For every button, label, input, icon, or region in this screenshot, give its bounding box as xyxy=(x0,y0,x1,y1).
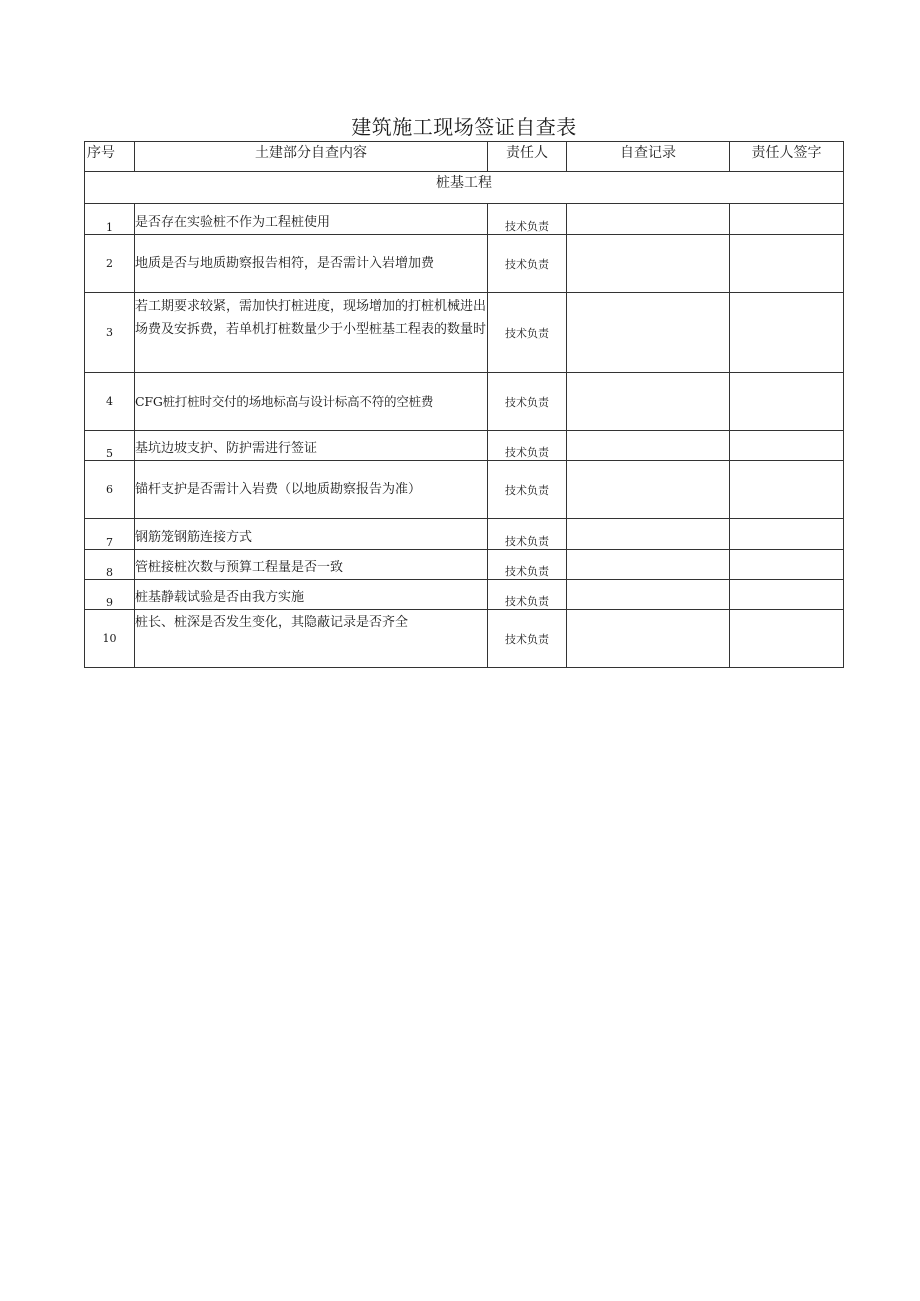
row-content: 基坑边坡支护、防护需进行签证 xyxy=(135,431,488,461)
row-content: 桩长、桩深是否发生变化，其隐蔽记录是否齐全 xyxy=(135,610,488,668)
row-responsible: 技术负责 xyxy=(488,431,567,461)
row-record-cell[interactable] xyxy=(567,373,730,431)
row-record-cell[interactable] xyxy=(567,293,730,373)
row-record-cell[interactable] xyxy=(567,235,730,293)
row-no: 3 xyxy=(85,293,135,373)
row-content: 若工期要求较紧，需加快打桩进度，现场增加的打桩机械进出场费及安拆费，若单机打桩数量少于小型桩基工程表的数量时 xyxy=(135,293,488,373)
row-no: 6 xyxy=(85,461,135,519)
row-signature-cell[interactable] xyxy=(730,293,844,373)
row-no: 9 xyxy=(85,580,135,610)
row-responsible: 技术负责 xyxy=(488,519,567,550)
table-row xyxy=(85,550,844,580)
section-title: 桩基工程 xyxy=(85,172,844,204)
row-no: 10 xyxy=(85,610,135,668)
table-row xyxy=(85,204,844,235)
table-row xyxy=(85,610,844,668)
row-signature-cell[interactable] xyxy=(730,519,844,550)
row-responsible: 技术负责 xyxy=(488,373,567,431)
table-row xyxy=(85,293,844,373)
row-responsible: 技术负责 xyxy=(488,550,567,580)
document-title: 建筑施工现场签证自查表 xyxy=(351,115,577,139)
row-responsible: 技术负责 xyxy=(488,235,567,293)
table-row xyxy=(85,235,844,293)
row-responsible: 技术负责 xyxy=(488,293,567,373)
table-row xyxy=(85,580,844,610)
row-no: 4 xyxy=(85,373,135,431)
self-check-table xyxy=(84,141,844,668)
row-no: 2 xyxy=(85,235,135,293)
row-no: 1 xyxy=(85,204,135,235)
row-record-cell[interactable] xyxy=(567,610,730,668)
row-record-cell[interactable] xyxy=(567,580,730,610)
row-record-cell[interactable] xyxy=(567,204,730,235)
row-content: 管桩接桩次数与预算工程量是否一致 xyxy=(135,550,488,580)
row-content: 桩基静载试验是否由我方实施 xyxy=(135,580,488,610)
row-responsible: 技术负责 xyxy=(488,580,567,610)
row-signature-cell[interactable] xyxy=(730,431,844,461)
row-signature-cell[interactable] xyxy=(730,235,844,293)
row-content: 锚杆支护是否需计入岩费（以地质勘察报告为准） xyxy=(135,461,488,519)
header-signature: 责任人签字 xyxy=(730,142,844,172)
row-responsible: 技术负责 xyxy=(488,204,567,235)
row-no: 8 xyxy=(85,550,135,580)
row-signature-cell[interactable] xyxy=(730,580,844,610)
row-content: 是否存在实验桩不作为工程桩使用 xyxy=(135,204,488,235)
row-content: 钢筋笼钢筋连接方式 xyxy=(135,519,488,550)
row-record-cell[interactable] xyxy=(567,550,730,580)
header-content: 土建部分自查内容 xyxy=(135,142,488,172)
header-no: 序号 xyxy=(85,142,135,172)
row-no: 7 xyxy=(85,519,135,550)
row-signature-cell[interactable] xyxy=(730,610,844,668)
table-header-row xyxy=(85,142,844,172)
row-no: 5 xyxy=(85,431,135,461)
header-responsible: 责任人 xyxy=(488,142,567,172)
row-signature-cell[interactable] xyxy=(730,373,844,431)
row-responsible: 技术负责 xyxy=(488,610,567,668)
row-record-cell[interactable] xyxy=(567,431,730,461)
table-row xyxy=(85,431,844,461)
row-responsible: 技术负责 xyxy=(488,461,567,519)
header-record: 自查记录 xyxy=(567,142,730,172)
row-record-cell[interactable] xyxy=(567,519,730,550)
section-row xyxy=(85,172,844,204)
table-row xyxy=(85,519,844,550)
row-signature-cell[interactable] xyxy=(730,461,844,519)
row-signature-cell[interactable] xyxy=(730,550,844,580)
row-content: CFG桩打桩时交付的场地标高与设计标高不符的空桩费 xyxy=(135,373,488,431)
row-signature-cell[interactable] xyxy=(730,204,844,235)
table-row xyxy=(85,461,844,519)
table-row xyxy=(85,373,844,431)
row-record-cell[interactable] xyxy=(567,461,730,519)
row-content: 地质是否与地质勘察报告相符，是否需计入岩增加费 xyxy=(135,235,488,293)
